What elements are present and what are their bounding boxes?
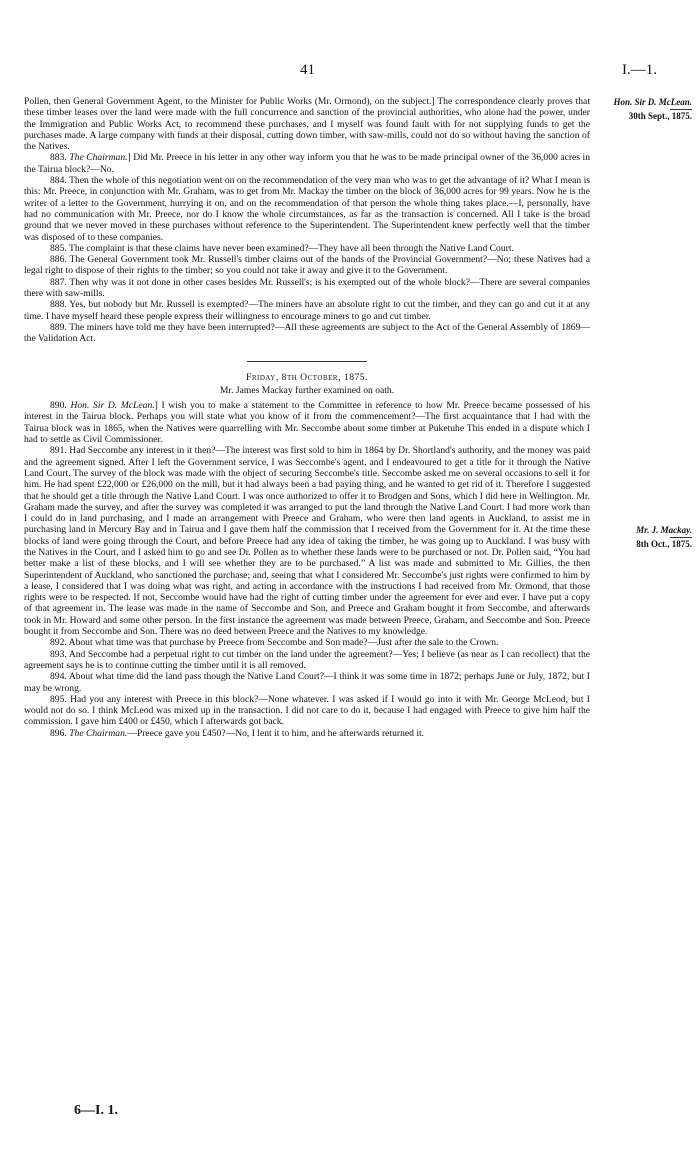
question-889: 889. The miners have told me they have been interrupted?—All these agreements are subject to the Act of the General Assembly of 1869—the Validation Act. bbox=[24, 321, 590, 345]
question-890 bbox=[24, 400, 590, 445]
question-number: 883. bbox=[50, 152, 70, 164]
page-header bbox=[0, 62, 700, 82]
margin-note-speaker: Mr. J. Mackay. bbox=[636, 525, 692, 535]
speaker: The Chairman. bbox=[69, 152, 128, 164]
question-895: 895. Had you any interest with Preece in this block?—None whatever. I was asked if I would go into it with Mr. George McLeod, but I would not do so. I think McLeod was mixed up in the transaction. I did not care to do it, because I had engaged with Preece to give him half the commission. I gave him £400 or £450, which I afterwards got back. bbox=[24, 693, 590, 728]
question-894: 894. About what time did the land pass though the Native Land Court?—I think it was some time in 1872; perhaps June or July, 1872, but I may be wrong. bbox=[24, 671, 590, 694]
margin-note-mackay bbox=[600, 525, 692, 550]
margin-note-speaker: Hon. Sir D. McLean. bbox=[613, 97, 692, 107]
margin-divider bbox=[670, 109, 692, 110]
question-text: ] Did Mr. Preece in his letter in any other way inform you that he was to be made principal owner of the 36,000 acres in the Tairua block?—No. bbox=[24, 152, 590, 175]
document-body bbox=[24, 96, 590, 739]
margin-note-date: 30th Sept., 1875. bbox=[628, 111, 692, 121]
question-text: —Preece gave you £450?—No, I lent it to him, and he afterwards returned it. bbox=[127, 727, 425, 739]
question-884: 884. Then the whole of this negotiation went on on the recommendation of the very man who was to get the advantage of it? What I mean is this: Mr. Preece, in conjunction with Mr. Graham, was to get from Mr. Mackay the timber on the block of 36,000 acres for 99 years. Now he is the writer of a letter to the Government, hurrying it on, and on the recommendation of that person the whole thing takes place.—I, personally, have had no communication with Mr. Preece, nor do I know the whole circumstances, as far as the transaction is concerned. All I take is the broad ground that we never moved in these purchases without reference to the Superintendent. The Superintendent knew perfectly well that the timber was disposed of to these companies. bbox=[24, 175, 590, 243]
margin-note-mclean bbox=[600, 97, 692, 122]
paragraph: Pollen, then General Government Agent, to the Minister for Public Works (Mr. Ormond), on the subject.] The correspondence clearly proves that these timber leases over the land were made with the full concurrence and sanction of the provincial authorities, who alone had the power, under the Immigration and Public Works Act, to recommend these purchases, and I myself was found fault with for not supplying funds to get the purchases made. A large company with funds at their disposal, cutting down timber, with saw-mills, could not do so without having the sanction of the Natives. bbox=[24, 96, 590, 153]
question-896 bbox=[24, 728, 590, 739]
question-891: 891. Had Seccombe any interest in it then?—The interest was first sold to him in 1864 by Dr. Shortland's authority, and the money was paid and the agreement signed. After I left the Government service, I was Seccombe's agent, and I endeavoured to get a title for it through the Native Land Court. The survey of the block was made with the object of securing Seccombe's title. Seccombe asked me on several occasions to sell it for him. He had spent £22,000 or £26,000 on the mill, but it had always been a bad paying thing, and he wanted to get rid of it. Therefore I suggested that he should get a title through the Native Land Court. I was once authorized to offer it to Brodgen and Sons, which I did here in Wellington. Mr. Graham made the survey, and after the survey was completed it was arranged to put the land through the Native Land Court. I had more work than I could do in land purchasing, and I made an arrangement with Preece and Graham, who were then land agents in Auckland, to assist me in purchasing land in Mercury Bay and in Tairua and I gave them half the commission that I received from the Government for it. At the time these blocks of land were going through the Court, and before Preece had any idea of taking the timber, he was going up to Auckland. I was busy with the Natives in the Court, and I asked him to go and see Dr. Pollen as to whether these lands were to be purchased or not. Dr. Pollen said, “You had better make a list of these blocks, and I will see whether they are to be purchased.” A list was made and submitted to Mr. Gillies, the then Superintendent of Auckland, who sanctioned the purchase; and, seeing that what I considered Mr. Seccombe's just rights were confirmed to him by a lease, I considered that I was doing what was right, and acting in accordance with the instructions I had received from Mr. Ormond, that those rights were to be respected. If not, Seccombe would have had the right of cutting timber under the agreement for ever and ever. I have put a copy of that agreement in. The lease was made in the name of Seccombe and Son, and Preece and Graham bought it from Seccombe, and afterwards took in Mr. Howard and some other person. In the first instance the agreement was made between Preece, Graham, and Seccombe and Son. Preece bought it from Seccombe and Son. There was no deed between Preece and the Natives to my knowledge. bbox=[24, 445, 590, 638]
question-886: 886. The General Government took Mr. Russell's timber claims out of the hands of the Provincial Government?—No; these Natives had a legal right to dispose of their rights to the timber; so you could not take it away and give it to the Government. bbox=[24, 254, 590, 277]
question-number: 890. bbox=[50, 400, 71, 412]
page-footer-signature: 6—I. 1. bbox=[74, 1103, 118, 1118]
margin-divider bbox=[670, 537, 692, 538]
question-888: 888. Yes, but nobody but Mr. Russell is exempted?—The miners have an absolute right to cut the timber, and they can go and cut it at any time. I have myself heard these people express their willingness to encourage miners to go and cut timber. bbox=[24, 299, 590, 322]
date-heading: Friday, 8th October, 1875. bbox=[246, 371, 368, 383]
margin-note-date: 8th Oct., 1875. bbox=[636, 539, 692, 549]
question-893: 893. And Seccombe had a perpetual right to cut timber on the land under the agreement?—Yes; I believe (as near as I can recollect) that the agreement says he is to continue cutting the timber until it is all removed. bbox=[24, 648, 590, 671]
page-number: 41 bbox=[300, 62, 315, 78]
question-892: 892. About what time was that purchase by Preece from Seccombe and Son made?—Just after the sale to the Crown. bbox=[50, 637, 499, 649]
question-883 bbox=[24, 152, 590, 175]
speaker: Hon. Sir D. McLean. bbox=[70, 400, 155, 412]
speaker: The Chairman. bbox=[69, 727, 128, 739]
witness-heading: Mr. James Mackay further examined on oath. bbox=[219, 384, 395, 396]
paper-reference: I.—1. bbox=[622, 62, 657, 78]
section-divider bbox=[247, 361, 367, 362]
question-887: 887. Then why was it not done in other cases besides Mr. Russell's; is his exempted out of the whole block?—There are several companies there with saw-mills. bbox=[24, 276, 590, 300]
question-number: 896. bbox=[50, 727, 70, 739]
question-text: ] I wish you to make a statement to the Committee in reference to how Mr. Preece became possessed of his interest in the Tairua block. Perhaps you will state what you know of it from the commencement?—The first acquaintance that I had with the Tairua block was in 1865, when the Natives were quarrelling with Mr. Seccombe about some timber at Puketuhe This ended in a dispute which I had to settle as Civil Commissioner. bbox=[24, 400, 591, 446]
question-885: 885. The complaint is that these claims have never been examined?—They have all been through the Native Land Court. bbox=[50, 242, 514, 254]
